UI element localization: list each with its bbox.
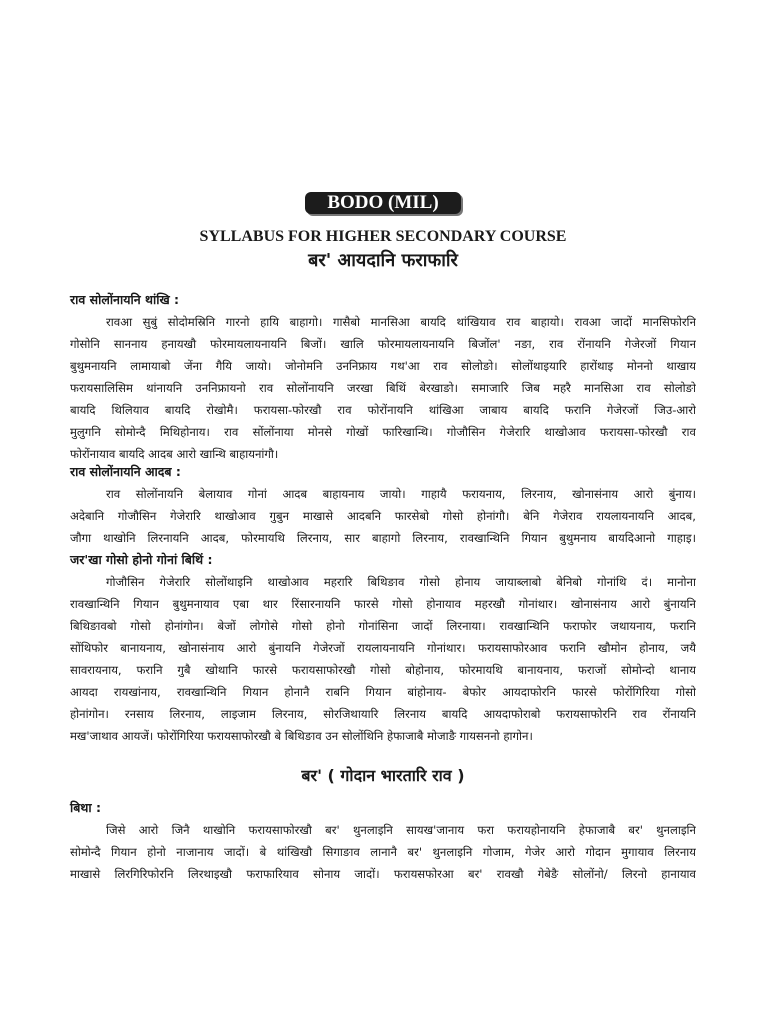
banner-wrap — [70, 192, 696, 214]
paragraph-line: रावआ सुबुं सोदोमस्रिनि गारनो हायि बाहागो। गासैबो मानसिआ बायदि थांखियाव राव बाहायो। रावआ जादों मानसिफोरनि — [106, 315, 696, 329]
paragraph-line: बुथुमनायनि लामायाबो जेंना गैयि जायो। जोनोमनि उननिफ्राय गथ'आ राव सोलोङो। सोलोंथाइयारि हारोंथाइ मोननो थाखाय — [70, 359, 696, 373]
course-title: SYLLABUS FOR HIGHER SECONDARY COURSE — [199, 228, 567, 245]
section-heading: राव सोलोंनायनि आदब : — [70, 464, 181, 479]
subject-banner: BODO (MIL) — [305, 192, 460, 214]
paragraph-line: होनांगोन। रनसाय लिरनाय, लाइजाम लिरनाय, सोरजिथायारि लिरनाय बायदि आयदाफोराबो फरायसाफोरनि राव रोंनायनि — [70, 707, 696, 721]
section-heading: राव सोलोंनायनि थांखि : — [70, 292, 180, 307]
paragraph-line: सोंथिफोर बानायनाय, खोनासंनाय आरो बुंनायनि गेजेरजों रायलायनायनि गोनांथार। फरायसाफोरआव फरानि खौमोन होनाय, जयै — [70, 641, 696, 655]
paragraph-line: सावरायनाय, फरानि गुबै खोथानि फारसे फरायसाफोरखौ गोसो बोहोनाय, फोरमायथि बानायनाय, फराजों सोमोन्दो थानाय — [70, 663, 696, 677]
paragraph-line: आयदा रायखांनाय, रावखान्थिनि गियान होनानै राबनि गियान बांहोनाय- बेफोर आयदाफोरनि फारसे फोरोंगिरिया गोसो — [70, 685, 696, 699]
paragraph-line: फोरोंनायाव बायदि आदब आरो खान्थि बाहायनांगौ। — [70, 447, 279, 461]
section-objectives — [70, 291, 696, 465]
section-skills — [70, 463, 696, 549]
paragraph-line: फरायसालिसिम थांनायनि उननिफ्रायनो राव सोलोंनायनि जरखा बिथिं बेरखाङो। समाजारि जिब महरै मानसिआ राव सोलोङो — [70, 381, 696, 395]
paragraph-line: अदेबानि गोजौसिन गेजेरारि थाखोआव गुबुन माखासे आदबनि फारसेबो गोसो होनांगौ। बेनि गेजेराव रायलायनायनि आदब, — [70, 509, 696, 523]
paragraph-line: माखासे लिरगिरिफोरनि लिरथाइखौ फराफारियाव सोनाय जादों। फरायसफोरआ बर' रावखौ गेबेङै सोलोंनो/ लिरनो हानायाव — [70, 867, 696, 881]
paragraph-line: गोसोनि साननाय हनायखौ फोरमायलायनायनि बिजों। खालि फोरमायलायनायनि बिजोंल' नङा, राव रोंनायनि गेजेरजों गियान — [70, 337, 696, 351]
paragraph-line: जिसे आरो जिनै थाखोनि फरायसाफोरखौ बर' थुनलाइनि सायख'जानाय फरा फरायहोनायनि हेफाजाबै बर' थुनलाइनि — [106, 823, 696, 837]
paragraph-line: मुलुगनि सोमोन्दै मिथिहोनाय। राव सोंलोंनाया मोनसे गोखों फारिखान्थि। गोजौसिन गेजेरारि थाखोआव फरायसा-फोरखौ राव — [70, 425, 696, 439]
paragraph-line: बायदि थिलियाव बायदि रोखोमै। फरायसा-फोरखौ राव फोरोंनायनि थांखिआ जाबाय बायदि फरानि गेजेरजों जिउ-आरो — [70, 403, 696, 417]
paragraph-line: मख'जाथाव आयजें। फोरोंगिरिया फरायसाफोरखौ बे बिथिङाव उन सोलोंथिनि हेफाजाबै मोजाङै गायसननो हागोन। — [70, 729, 533, 743]
paragraph-line: सोमोन्दै गियान होनो नाजानाय जादों। बे थांखिखौ सिगाङाव लानानै बर' थुनलाइनि गोजाम, गेजेर आरो गोदान मुगायाव लिरनाय — [70, 845, 696, 859]
paragraph-line: राव सोलोंनायनि बेलायाव गोनां आदब बाहायनाय जायो। गाहायै फरायनाय, लिरनाय, खोनासंनाय आरो बुंनाय। — [106, 487, 696, 501]
section-heading: बिथा : — [70, 800, 101, 815]
syllabus-subtitle: बर' आयदानि फराफारि — [308, 250, 458, 271]
paragraph-line: गोजौसिन गेजेरारि सोलोंथाइनि थाखोआव महरारि बिथिङाव गोसो होनाय जायाब्लाबो बेनिबो गोनांथि दं। मानोना — [106, 575, 696, 589]
paragraph-line: बिथिङावबो गोसो होनांगोन। बेजों लोगोसे गोसो होनो गोनांसिना जादों लिरनाया। रावखान्थिनि फराफोर जथायनाय, फरानि — [70, 619, 696, 633]
section-attention-points — [70, 551, 696, 747]
document-page — [70, 0, 696, 1024]
paragraph-line: जौगा थाखोनि लिरनायनि आदब, फोरमायथि लिरनाय, सार बाहागो लिरनाय, रावखान्थिनि गियान बुथुमनाय बायदिआनो गाहाइ। — [70, 531, 696, 545]
section-bitha — [70, 799, 696, 885]
section-heading: जर'खा गोसो होनो गोनां बिथिं : — [70, 552, 213, 567]
paragraph-line: रावखान्थिनि गियान बुथुमनायाव एबा थार रिंसारनायनि फारसे गोसो होनायाव महरखौ गोनांथार। खोनासंनाय आरो बुंनायनि — [70, 597, 696, 611]
bodo-language-heading: बर' ( गोदान भारतारि राव ) — [301, 766, 465, 785]
